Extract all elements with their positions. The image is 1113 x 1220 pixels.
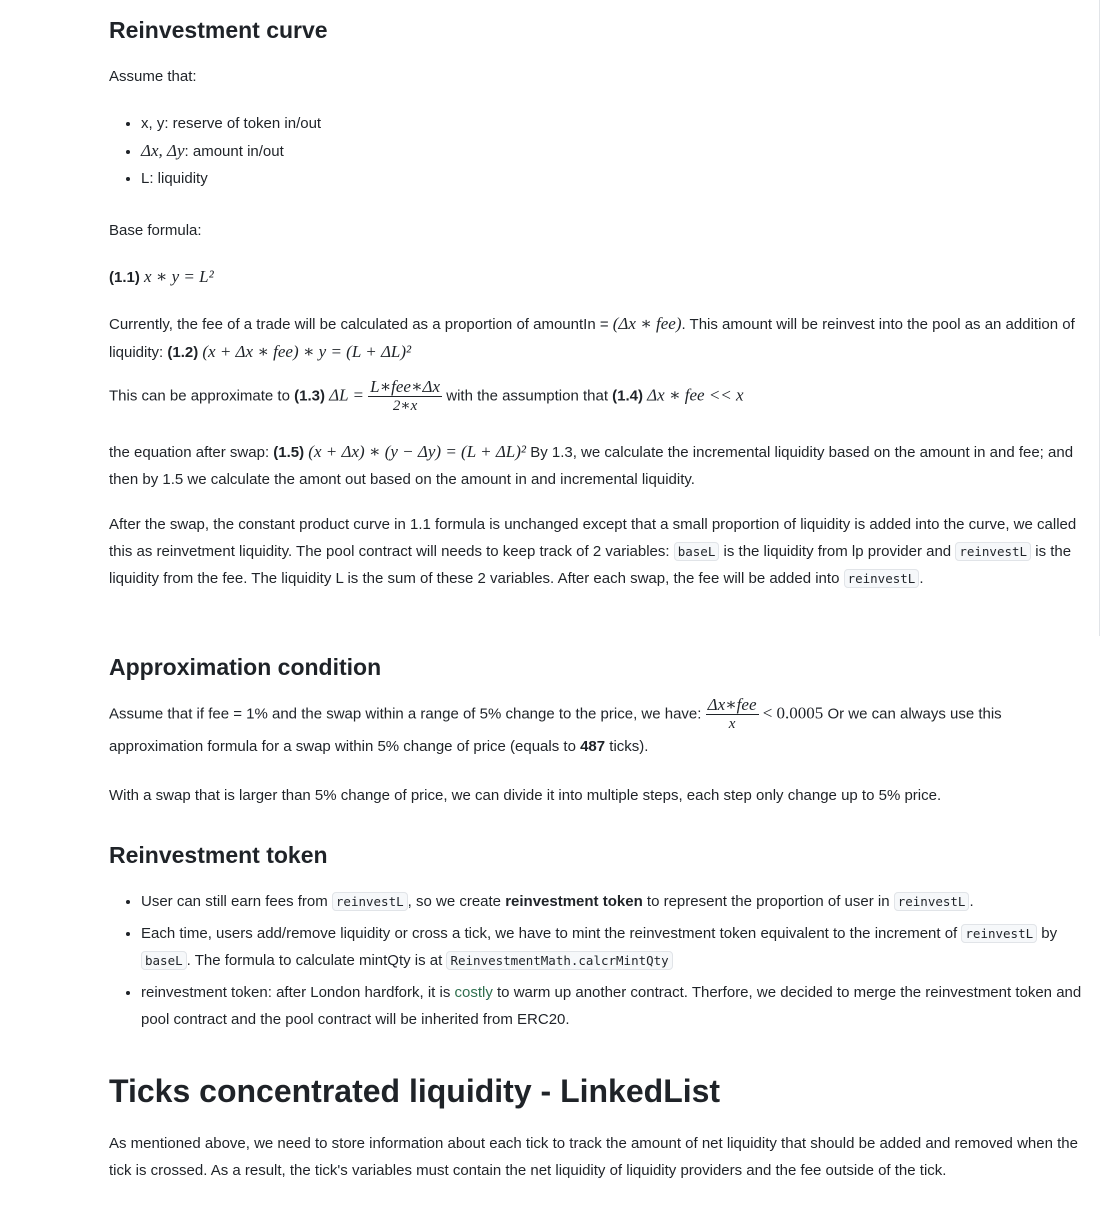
variable-list <box>109 110 1111 192</box>
formula-1-1: (1.1) x ∗ y = L² <box>109 267 214 286</box>
code-reinvestL: reinvestL <box>332 892 408 911</box>
list-item: • User can still earn fees from reinvestL , so we create reinvestment token to represent the proportion of user in reinvestL . <box>141 888 1111 915</box>
assume-text: Assume that: <box>109 68 197 85</box>
code-reinvestL: reinvestL <box>894 892 970 911</box>
fraction-1-3: $\frac{\text{L∗fee∗Δx}}{2∗x}$ <box>370 377 441 414</box>
base-formula-text: Base formula: <box>109 222 202 239</box>
paragraph-equation-after-swap: the equation after swap: (1.5) (x + Δx) ∗ (y − Δy) = (L + ΔL)² By 1.3, we calculate the incremental liquidity based on the amount in and fee; and then by 1.5 we calculate the amont out based on the amount in and incremental liquidity. <box>109 442 1074 488</box>
paragraph-approximate: This can be approximate to (1.3) ΔL = $\frac{\text{L∗fee∗Δx}}{2∗x}$ with the assumption that (1.4) Δx ∗ fee << x <box>109 377 744 414</box>
paragraph-multiple-steps: With a swap that is larger than 5% change of price, we can divide it into multiple steps, each step only change up to 5% price. <box>109 787 942 804</box>
paragraph-ticks: As mentioned above, we need to store information about each tick to track the amount of net liquidity that should be added and removed when the tick is crossed. As a result, the tick's variables must contain the net liquidity of liquidity providers and the fee outside of the tick. <box>109 1135 1078 1179</box>
reinvestment-token-list <box>109 888 1111 1033</box>
code-reinvestment-math: ReinvestmentMath.calcrMintQty <box>446 951 672 970</box>
paragraph-approximation: Assume that if fee = 1% and the swap within a range of 5% change to the price, we have: $\frac{\text{Δx∗fee}}{x}$ < 0.0005 Or we can always use this approximation formula for a swap within 5% change of price (equals to 487 ticks). <box>109 695 1002 755</box>
heading-reinvestment-curve: Reinvestment curve <box>109 17 328 43</box>
code-baseL: baseL <box>674 542 720 561</box>
paragraph-reinvest-liquidity: After the swap, the constant product curve in 1.1 formula is unchanged except that a small proportion of liquidity is added into the curve, we called this as reinvetment liquidity. The pool contract will needs to keep track of 2 variables: baseL is the liquidity from lp provider and reinvestL is the liquidity from the fee. The liquidity L is the sum of these 2 variables. After each swap, the fee will be added into reinvestL . <box>109 516 1077 587</box>
right-divider <box>1099 0 1100 636</box>
code-baseL: baseL <box>141 951 187 970</box>
heading-reinvestment-token: Reinvestment token <box>109 842 328 868</box>
list-item: • Δx, Δy: amount in/out <box>141 137 1111 165</box>
costly-link[interactable]: costly <box>454 984 493 1001</box>
code-reinvestL: reinvestL <box>961 924 1037 943</box>
heading-approximation-condition: Approximation condition <box>109 654 382 680</box>
list-item: • Each time, users add/remove liquidity or cross a tick, we have to mint the reinvestment token equivalent to the increment of reinvestL by baseL . The formula to calculate mintQty is at ReinvestmentMath.calcrMintQty <box>141 920 1111 974</box>
code-reinvestL: reinvestL <box>955 542 1031 561</box>
list-item: • L: liquidity <box>141 165 1111 192</box>
heading-ticks-linkedlist: Ticks concentrated liquidity - LinkedList <box>109 1073 721 1109</box>
list-item: • x, y: reserve of token in/out <box>141 110 1111 137</box>
list-item: • reinvestment token: after London hardfork, it is costly to warm up another contract. Therfore, we decided to merge the reinvestment token and pool contract and the pool contract will be inherited from ERC20. <box>141 979 1111 1033</box>
code-reinvestL: reinvestL <box>844 569 920 588</box>
fraction-condition: $\frac{\text{Δx∗fee}}{x}$ <box>707 695 757 732</box>
paragraph-fee: Currently, the fee of a trade will be calculated as a proportion of amountIn = (Δx ∗ fee). This amount will be reinvest into the pool as an addition of liquidity: (1.2) (x + Δx ∗ fee) ∗ y = (L + ΔL)² <box>109 314 1075 361</box>
